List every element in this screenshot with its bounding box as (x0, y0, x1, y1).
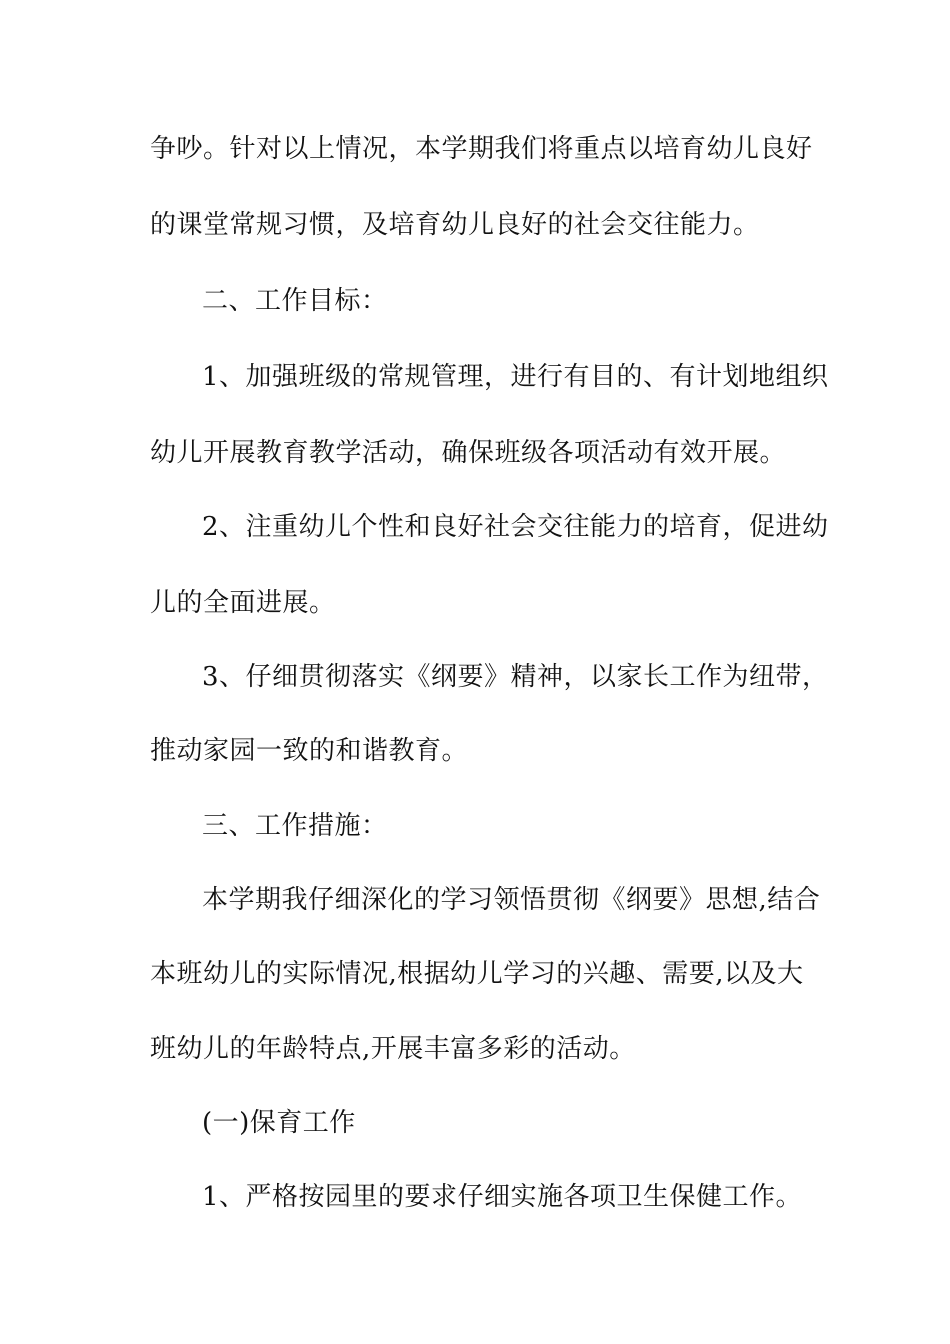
text-line: 本学期我仔细深化的学习领悟贯彻《纲要》思想,结合 (202, 885, 821, 915)
text-line: 1、严格按园里的要求仔细实施各项卫生保健工作。 (202, 1182, 803, 1212)
subsection-heading: (一)保育工作 (202, 1108, 356, 1138)
text-line: 本班幼儿的实际情况,根据幼儿学习的兴趣、需要,以及大 (150, 959, 804, 989)
section-heading: 三、工作措施： (202, 811, 388, 841)
text-line: 儿的全面进展。 (150, 588, 336, 618)
text-line: 2、注重幼儿个性和良好社会交往能力的培育，促进幼 (202, 512, 829, 542)
section-heading: 二、工作目标： (202, 286, 388, 316)
text-line: 1、加强班级的常规管理，进行有目的、有计划地组织 (202, 362, 829, 392)
text-line: 班幼儿的年龄特点,开展丰富多彩的活动。 (150, 1034, 636, 1064)
text-line: 的课堂常规习惯，及培育幼儿良好的社会交往能力。 (150, 210, 760, 240)
text-line: 3、仔细贯彻落实《纲要》精神，以家长工作为纽带， (202, 662, 829, 692)
text-line: 幼儿开展教育教学活动，确保班级各项活动有效开展。 (150, 438, 787, 468)
text-line: 争吵。针对以上情况，本学期我们将重点以培育幼儿良好 (150, 134, 813, 164)
text-line: 推动家园一致的和谐教育。 (150, 736, 469, 766)
